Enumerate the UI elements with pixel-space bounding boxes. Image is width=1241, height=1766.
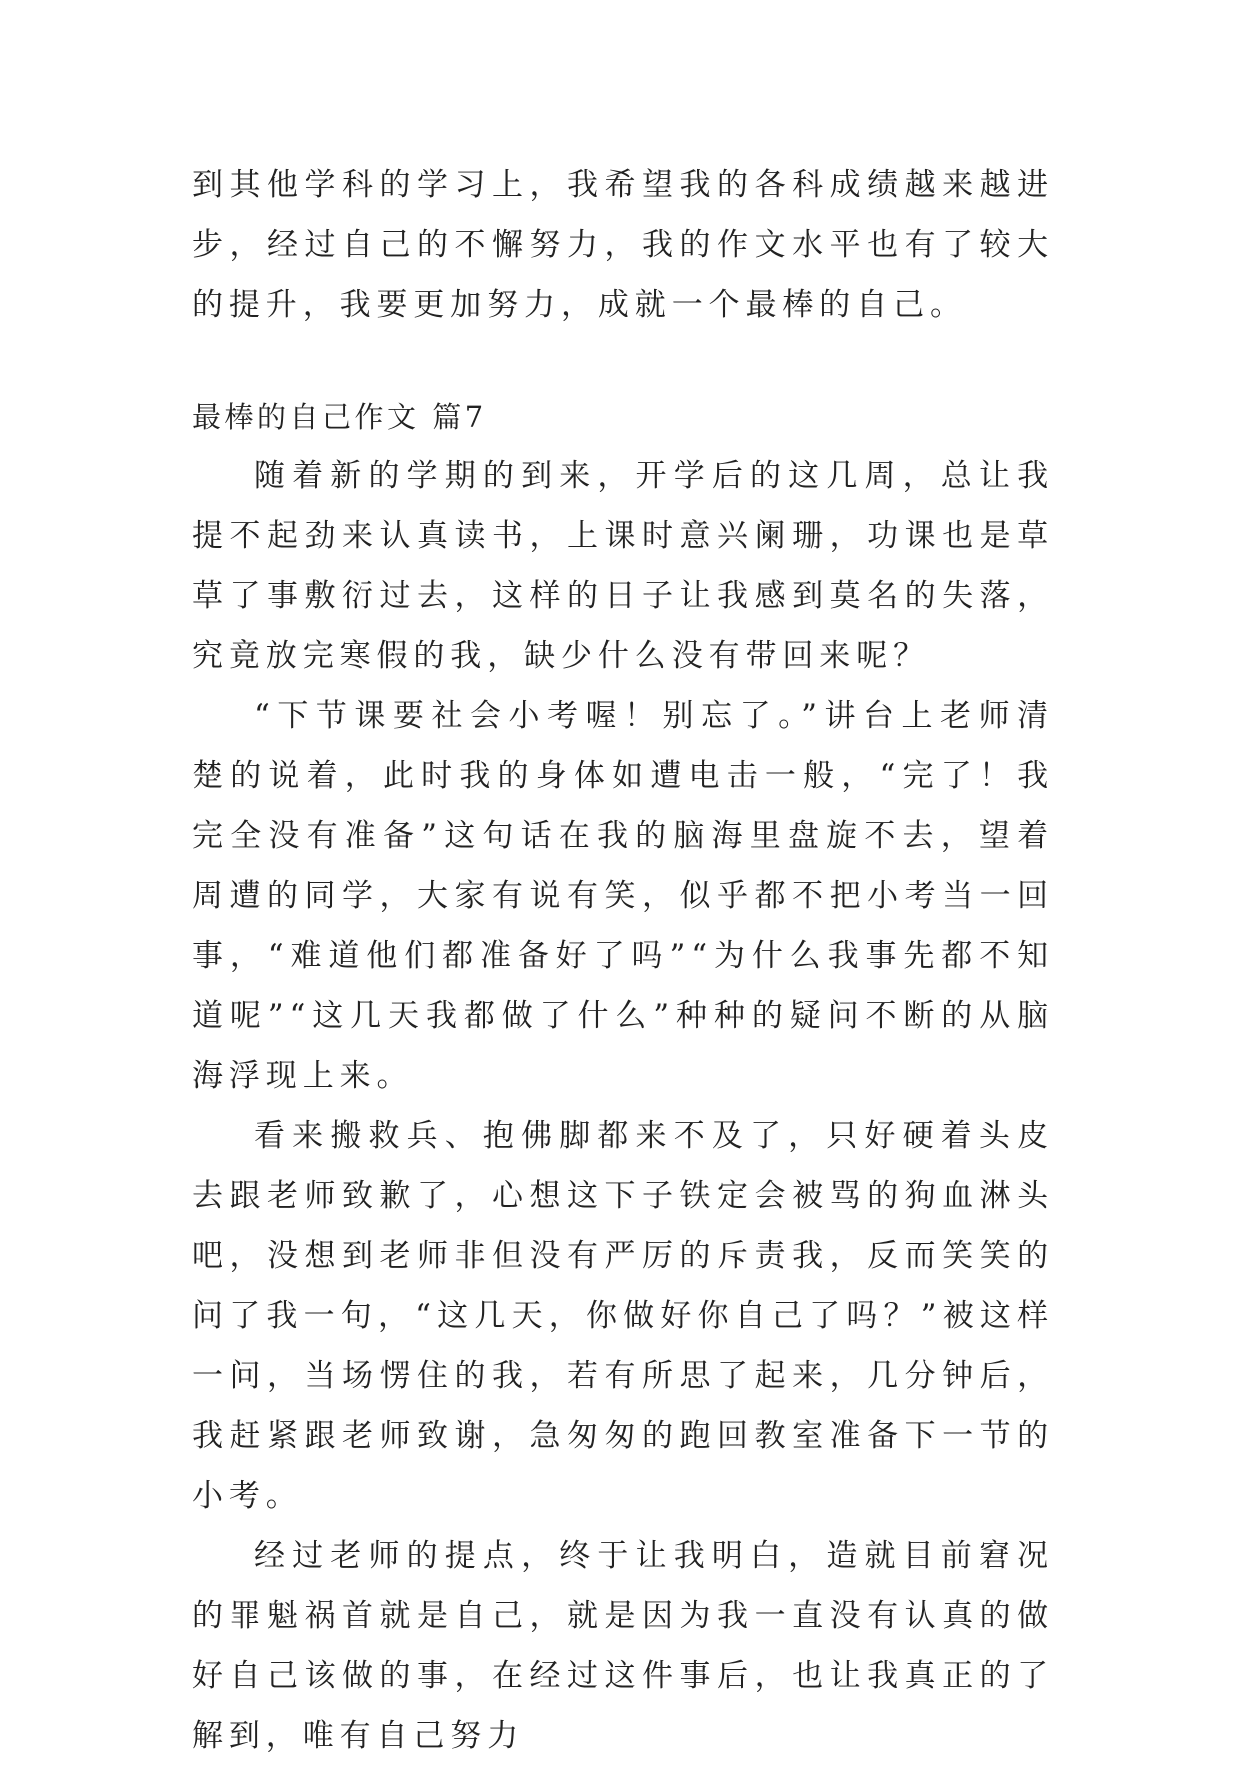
essay-paragraph: 随着新的学期的到来，开学后的这几周，总让我提不起劲来认真读书，上课时意兴阑珊，功课也是草草了事敷衍过去，这样的日子让我感到莫名的失落，究竟放完寒假的我，缺少什么没有带回来呢？ xyxy=(192,458,1054,674)
essay-paragraph: 看来搬救兵、抱佛脚都来不及了，只好硬着头皮去跟老师致歉了，心想这下子铁定会被骂的狗血淋头吧，没想到老师非但没有严厉的斥责我，反而笑笑的问了我一句，“这几天，你做好你自己了吗？”被这样一问，当场愣住的我，若有所思了起来，几分钟后，我赶紧跟老师致谢，急匆匆的跑回教室准备下一节的小考。 xyxy=(192,1118,1054,1514)
essay-body xyxy=(192,446,1054,1766)
essay-paragraph: “下节课要社会小考喔！别忘了。”讲台上老师清楚的说着，此时我的身体如遭电击一般，“完了！我完全没有准备”这句话在我的脑海里盘旋不去，望着周遭的同学，大家有说有笑，似乎都不把小考当一回事，“难道他们都准备好了吗”“为什么我事先都不知道呢”“这几天我都做了什么”种种的疑问不断的从脑 海浮现上来。 xyxy=(192,698,1054,1094)
essay-paragraph: 经过老师的提点，终于让我明白，造就目前窘况的罪魁祸首就是自己，就是因为我一直没有认真的做好自己该做的事，在经过这件事后，也让我真正的了解到，唯有自己努力 xyxy=(192,1538,1054,1754)
continuation-paragraph: 到其他学科的学习上，我希望我的各科成绩越来越进步，经过自己的不懈努力，我的作文水平也有了较大的提升，我要更加努力，成就一个最棒的自己。 xyxy=(192,167,1054,323)
section-title: 最棒的自己作文 篇7 xyxy=(192,400,487,434)
